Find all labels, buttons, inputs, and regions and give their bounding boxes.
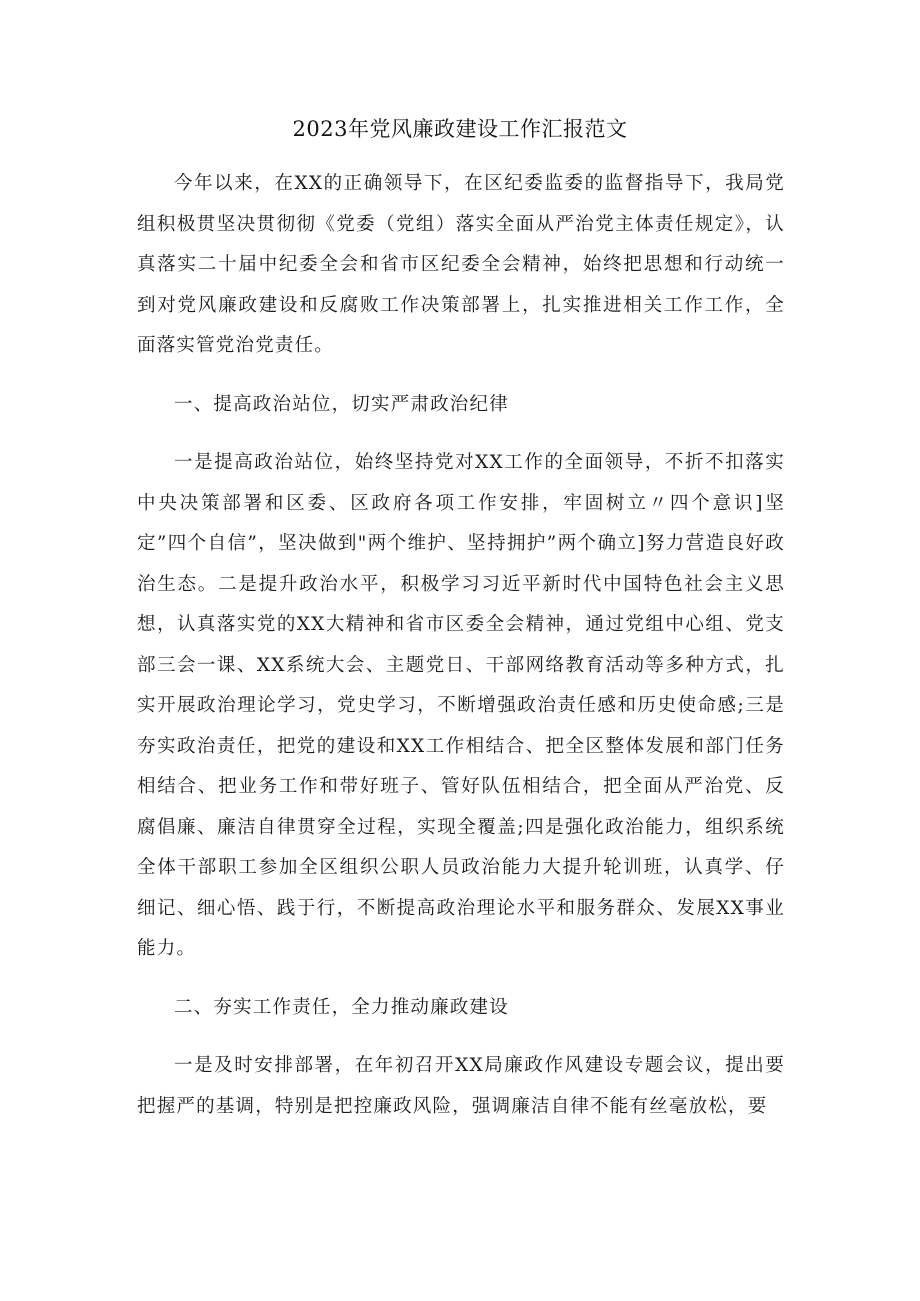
document-body <box>137 164 785 1127</box>
intro-paragraph: 今年以来，在XX的正确领导下，在区纪委监委的监督指导下，我局党组积极贯坚决贯彻彻《党委（党组）落实全面从严治党主体责任规定》，认真落实二十届中纪委全会和省市区纪委全会精神，始终把思想和行动统一到对党风廉政建设和反腐败工作决策部署上，扎实推进相关工作工作，全面落实管党治党责任。 <box>137 173 785 356</box>
section-2-paragraph: 一是及时安排部署，在年初召开XX局廉政作风建设专题会议，提出要把握严的基调，特别是把控廉政风险，强调廉洁自律不能有丝毫放松，要 <box>137 1055 785 1117</box>
section-1-paragraph: 一是提高政治站位，始终坚持党对XX工作的全面领导，不折不扣落实中央决策部署和区委、区政府各项工作安排，牢固树立〃四个意识]坚定”四个自信”，坚决做到"两个维护、坚持拥护”两个确立]努力营造良好政治生态。二是提升政治水平，积极学习习近平新时代中国特色社会主义思想，认真落实党的XX大精神和省市区委全会精神，通过党组中心组、党支部三会一课、XX系统大会、主题党日、干部网络教育活动等多种方式，扎实开展政治理论学习，党史学习，不断增强政治责任感和历史使命感;三是夯实政治责任，把党的建设和XX工作相结合、把全区整体发展和部门任务相结合、把业务工作和带好班子、管好队伍相结合，把全面从严治党、反腐倡廉、廉洁自律贯穿全过程，实现全覆盖;四是强化政治能力，组织系统全体干部职工参加全区组织公职人员政治能力大提升轮训班，认真学、仔细记、细心悟、践于行，不断提高政治理论水平和服务群众、发展XX事业能力。 <box>137 452 785 959</box>
document-title: 2023年党风廉政建设工作汇报范文 <box>292 117 628 141</box>
section-heading-1: 一、提高政治站位，切实严肃政治纪律 <box>174 393 509 415</box>
section-heading-2: 二、夯实工作责任，全力推动廉政建设 <box>174 996 509 1018</box>
